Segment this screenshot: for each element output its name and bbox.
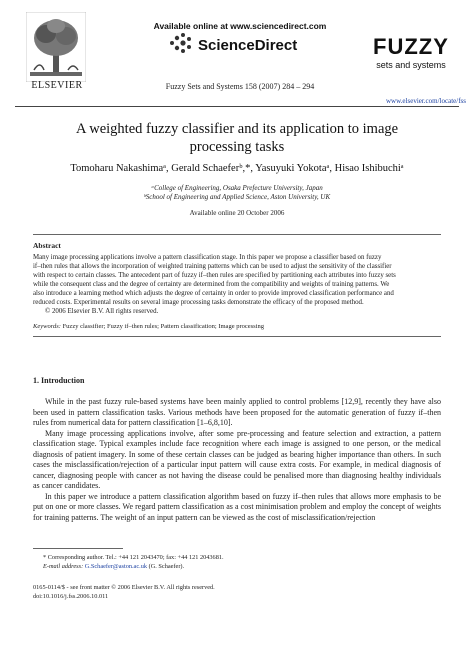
- email-note: [33, 563, 451, 571]
- abstract-line: if–then rules that allows the incorporation of weighted training patterns which can be used to adjust the sensitivity of the classifier: [33, 263, 392, 270]
- publisher-name: ELSEVIER: [31, 80, 83, 91]
- journal-logo-subtitle: sets and systems: [376, 60, 446, 70]
- email-link[interactable]: G.Schaefer@aston.ac.uk: [84, 563, 148, 570]
- keywords: [33, 323, 441, 330]
- email-label: E-mail address:: [43, 563, 84, 570]
- keywords-label: Keywords:: [33, 323, 61, 330]
- abstract-line: while the consequent class and the degree of certainty are determined from the compatibility and weights of training patterns. We: [33, 281, 390, 288]
- doi-line[interactable]: doi:10.1016/j.fss.2006.10.011: [33, 593, 109, 600]
- abstract-line: with respect to certain classes. The antecedent part of fuzzy if–then rules are specified by partitioning each attributes into fuzzy sets: [33, 272, 396, 279]
- introduction-heading: 1. Introduction: [33, 376, 85, 385]
- journal-logo: [366, 36, 456, 82]
- title-line-2: processing tasks: [189, 139, 285, 155]
- intro-paragraph-1: While in the past fuzzy rule-based systems have been mainly applied to control problems [12,9], recently they have also been used in pattern classification tasks. Various methods have been proposed for the automatic generation of fuzzy if–then rules from numerical data for pattern classification [1–6,8,10].: [33, 397, 441, 427]
- abstract-line: also introduce a learning method which adjusts the degree of certainty in order to provide improved classification performance and: [33, 290, 394, 297]
- journal-logo-title: FUZZY: [373, 34, 449, 59]
- intro-paragraph-3: In this paper we introduce a pattern classification algorithm based on fuzzy if–then rules that allows more emphasis to be put on one or more classes. We regard pattern classification as a cost minimisation problem and employ the concept of weights for training patterns. The weight of an input pattern can be viewed as the cost of misclassification/rejection: [33, 491, 441, 522]
- title-line-1: A weighted fuzzy classifier and its application to image: [75, 121, 399, 137]
- journal-citation: Fuzzy Sets and Systems 158 (2007) 284 – 294: [165, 82, 315, 91]
- abstract-top-divider: [33, 234, 441, 235]
- abstract-bottom-divider: [33, 336, 441, 337]
- journal-url-link[interactable]: www.elsevier.com/locate/fss: [385, 97, 466, 105]
- elsevier-tree-icon: [26, 12, 86, 84]
- copyright-line: © 2006 Elsevier B.V. All rights reserved.: [45, 308, 159, 315]
- available-date: Available online 20 October 2006: [189, 209, 285, 217]
- sciencedirect-dots-icon: [168, 32, 194, 59]
- abstract-body: [33, 253, 441, 316]
- author-list: Tomoharu Nakashimaᵃ, Gerald Schaeferᵇ,*, Yasuyuki Yokotaᵃ, Hisao Ishibuchiᵃ: [70, 163, 404, 174]
- abstract-heading: Abstract: [33, 241, 61, 250]
- footnote-divider: [33, 548, 123, 549]
- abstract-line: reduced costs. Experimental results on several image processing tasks demonstrate the efficacy of the proposed method.: [33, 299, 364, 306]
- affiliation-b: ᵇSchool of Engineering and Applied Science, Aston University, UK: [143, 193, 331, 201]
- keywords-text: Fuzzy classifier; Fuzzy if–then rules; Pattern classification; Image processing: [62, 323, 265, 330]
- corresponding-author-note: * Corresponding author. Tel.: +44 121 2043470; fax: +44 121 2043681.: [43, 554, 224, 561]
- sciencedirect-logo[interactable]: [168, 31, 318, 59]
- available-online-text: Available online at www.sciencedirect.com: [153, 21, 327, 31]
- article-title: [30, 120, 444, 156]
- affiliation-a: ᵃCollege of Engineering, Osaka Prefecture University, Japan: [151, 184, 323, 192]
- issn-line: 0165-0114/$ - see front matter © 2006 Elsevier B.V. All rights reserved.: [33, 584, 215, 591]
- sciencedirect-wordmark: ScienceDirect: [198, 36, 298, 54]
- intro-paragraph-2: Many image processing applications involve, after some pre-processing and feature selection and extraction, a pattern classification stage. Typical examples include face recognition where each image is assigned to one person, or the medical diagnosis of patient imagery. In some of these certain classes can be judged as bearing higher importance than others. In such cases the misclassification/rejection of a particular input pattern will cause extra costs. For example, in medical diagnosis of cancer, diagnosing people with cancer as not having the disease could be penalised more than diagnosing healthy individuals as cancer candidates.: [33, 428, 441, 490]
- introduction-body: [33, 397, 441, 523]
- abstract-line: Many image processing applications involve a pattern classification stage. In this paper we propose a classifier based on fuzzy: [33, 254, 382, 261]
- email-suffix: (G. Schaefer).: [148, 563, 185, 570]
- header-divider: [15, 106, 459, 107]
